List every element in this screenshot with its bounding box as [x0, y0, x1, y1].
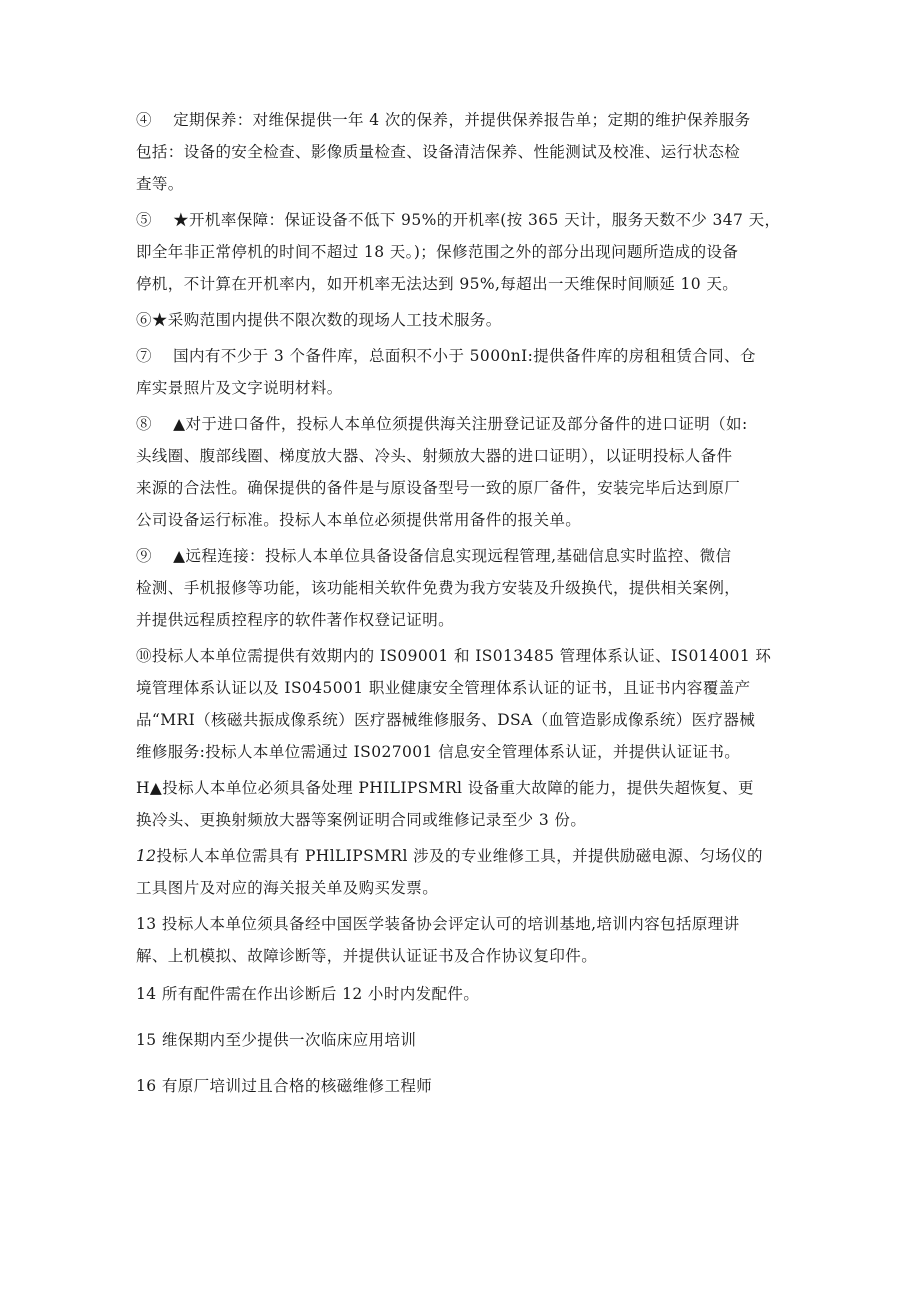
text-segment: 投标人本单位需具有 PHlLIPSMRl 涉及的专业维修工具，并提供励磁电源、匀场仪的 — [156, 847, 763, 865]
item-4-maintenance — [136, 104, 788, 200]
item-10-certifications — [136, 640, 788, 768]
item-11-major-fault — [136, 772, 788, 836]
text-line: ⑨ ▲远程连接：投标人本单位具备设备信息实现远程管理,基础信息实时监控、微信 — [136, 547, 732, 565]
text-line: 检测、手机报修等功能，该功能相关软件免费为我方安装及升级换代，提供相关案例， — [136, 579, 741, 597]
text-line: 16 有原厂培训过且合格的核磁维修工程师 — [136, 1077, 433, 1095]
text-line: 查等。 — [136, 175, 184, 193]
text-line: 来源的合法性。确保提供的备件是与原设备型号一致的原厂备件，安装完毕后达到原厂 — [136, 479, 741, 497]
text-line: 包括：设备的安全检查、影像质量检查、设备清洁保养、性能测试及校准、运行状态检 — [136, 143, 741, 161]
text-line: 14 所有配件需在作出诊断后 12 小时内发配件。 — [136, 985, 480, 1003]
item-7-spare-warehouse — [136, 340, 788, 404]
text-line: 15 维保期内至少提供一次临床应用培训 — [136, 1031, 417, 1049]
text-line: 换冷头、更换射频放大器等案例证明合同或维修记录至少 3 份。 — [136, 811, 587, 829]
text-line: ⑦ 国内有不少于 3 个备件库，总面积不小于 5000nI:提供备件库的房租租赁合同、仓 — [136, 347, 756, 365]
text-line: 解、上机模拟、故障诊断等，并提供认证证书及合作协议复印件。 — [136, 947, 598, 965]
text-line: 并提供远程质控程序的软件著作权登记证明。 — [136, 611, 455, 629]
item-9-remote-connection — [136, 540, 788, 636]
text-line: 维修服务:投标人本单位需通过 IS027001 信息安全管理体系认证，并提供认证证书。 — [136, 743, 741, 761]
item-15-clinical-training — [136, 1024, 788, 1056]
text-line: ⑩投标人本单位需提供有效期内的 IS09001 和 IS013485 管理体系认证、IS014001 环 — [136, 647, 772, 665]
text-line: 工具图片及对应的海关报关单及购买发票。 — [136, 879, 439, 897]
text-line: ⑤ ★开机率保障：保证设备不低下 95%的开机率(按 365 天计，服务天数不少 347 天， — [136, 211, 781, 229]
text-line: 公司设备运行标准。投标人本单位必须提供常用备件的报关单。 — [136, 511, 582, 529]
text-line: 停机，不计算在开机率内，如开机率无法达到 95%,每超出一天维保时间顺延 10 天。 — [136, 275, 739, 293]
text-line: 境管理体系认证以及 IS045001 职业健康安全管理体系认证的证书，且证书内容覆盖产 — [136, 679, 751, 697]
document-body — [136, 104, 788, 1106]
text-line: 13 投标人本单位须具备经中国医学装备协会评定认可的培训基地,培训内容包括原理讲 — [136, 915, 740, 933]
text-line — [136, 840, 788, 872]
text-line: 头线圈、腹部线圈、梯度放大器、冷头、射频放大器的进口证明），以证明投标人备件 — [136, 447, 733, 465]
text-line: ⑥★采购范围内提供不限次数的现场人工技术服务。 — [136, 311, 502, 329]
item-12-tools — [136, 840, 788, 904]
item-16-engineer — [136, 1070, 788, 1102]
item-14-parts-delivery — [136, 978, 788, 1010]
item-number: 12 — [136, 847, 157, 865]
item-5-uptime — [136, 204, 788, 300]
item-13-training-base — [136, 908, 788, 972]
item-6-onsite-service — [136, 304, 788, 336]
text-line: 库实景照片及文字说明材料。 — [136, 379, 343, 397]
text-line: 即全年非正常停机的时间不超过 18 天。)；保修范围之外的部分出现问题所造成的设备 — [136, 243, 739, 261]
item-8-imported-parts — [136, 408, 788, 536]
text-line: ⑧ ▲对于进口备件，投标人本单位须提供海关注册登记证及部分备件的进口证明（如: — [136, 415, 748, 433]
text-line: H▲投标人本单位必须具备处理 PHILIPSMRl 设备重大故障的能力，提供失超恢复、更 — [136, 779, 754, 797]
text-line: ④ 定期保养：对维保提供一年 4 次的保养，并提供保养报告单；定期的维护保养服务 — [136, 111, 751, 129]
text-line: 品“MRI（核磁共振成像系统）医疗器械维修服务、DSA（血管造影成像系统）医疗器械 — [136, 711, 756, 729]
